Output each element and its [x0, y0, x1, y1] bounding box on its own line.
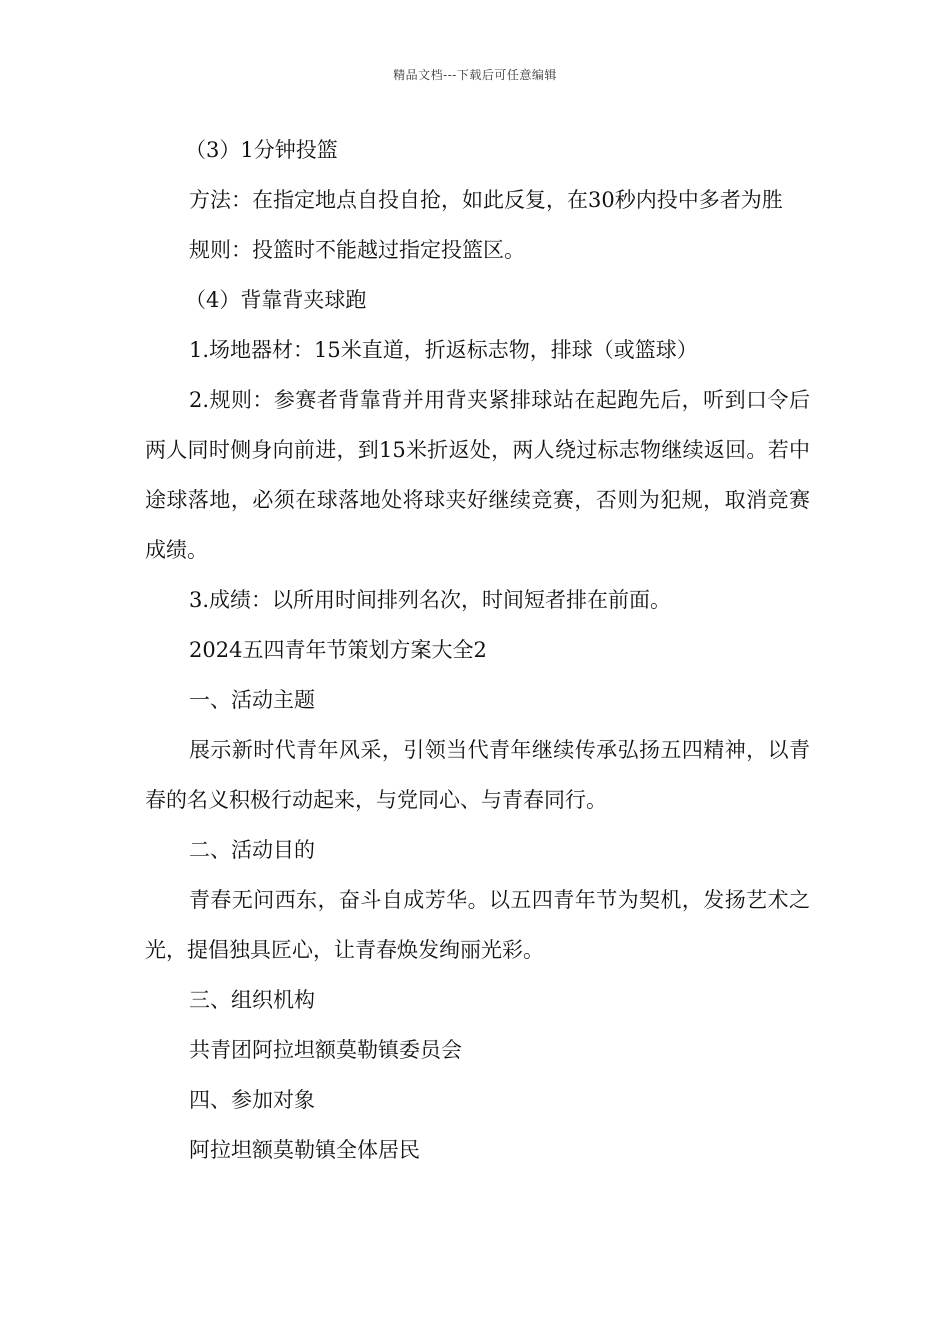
paragraph-participants: 阿拉坦额莫勒镇全体居民	[189, 1138, 420, 1162]
subheading-back-to-back-run: （4）背靠背夹球跑	[185, 288, 367, 312]
paragraph-theme: 展示新时代青年风采，引领当代青年继续传承弘扬五四精神，以青春的名义积极行动起来，与党同心、与青春同行。	[145, 738, 810, 812]
paragraph-organization: 共青团阿拉坦额莫勒镇委员会	[189, 1038, 462, 1062]
subheading-1min-shooting: （3）1分钟投篮	[185, 138, 338, 162]
paragraph-purpose: 青春无问西东，奋斗自成芳华。以五四青年节为契机，发扬艺术之光，提倡独具匠心，让青春焕发绚丽光彩。	[145, 888, 810, 962]
paragraph-scoring: 3.成绩：以所用时间排列名次，时间短者排在前面。	[189, 588, 672, 612]
document-body	[145, 125, 810, 1175]
paragraph-equipment: 1.场地器材：15米直道，折返标志物，排球（或篮球）	[189, 338, 698, 362]
page-header: 精品文档---下载后可任意编辑	[393, 68, 557, 82]
section-title-plan-2: 2024五四青年节策划方案大全2	[189, 638, 487, 662]
paragraph-rules: 规则：投篮时不能越过指定投篮区。	[189, 238, 525, 262]
heading-activity-theme: 一、活动主题	[189, 688, 315, 712]
paragraph-method: 方法：在指定地点自投自抢，如此反复，在30秒内投中多者为胜	[189, 188, 783, 212]
heading-organization: 三、组织机构	[189, 988, 315, 1012]
heading-activity-purpose: 二、活动目的	[189, 838, 315, 862]
paragraph-race-rules: 2.规则：参赛者背靠背并用背夹紧排球站在起跑先后，听到口令后两人同时侧身向前进，到15米折返处，两人绕过标志物继续返回。若中途球落地，必须在球落地处将球夹好继续竞赛，否则为犯规，取消竞赛成绩。	[145, 388, 810, 562]
heading-participants: 四、参加对象	[189, 1088, 315, 1112]
